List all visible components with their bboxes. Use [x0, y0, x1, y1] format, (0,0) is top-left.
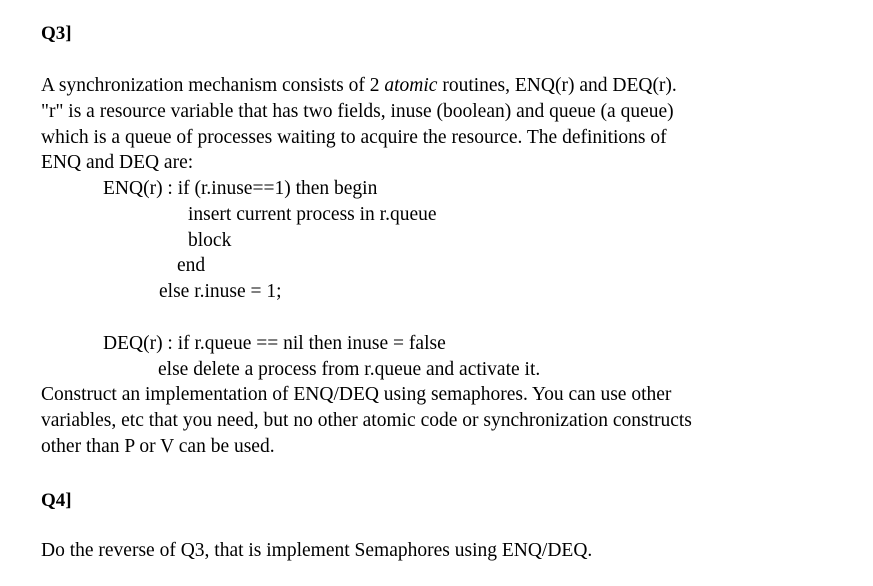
q3-intro-line-2: "r" is a resource variable that has two fields, inuse (boolean) and queue (a queue)	[41, 100, 674, 122]
enq-code-line-1: ENQ(r) : if (r.inuse==1) then begin	[103, 178, 378, 199]
q3-intro-atomic-word: atomic	[384, 75, 438, 96]
q3-intro-line-1	[41, 73, 841, 99]
q4-paragraph	[41, 538, 841, 564]
enq-code-line-3: block	[188, 229, 232, 251]
q3-task-line-3: other than P or V can be used.	[41, 435, 275, 457]
q4-text: Do the reverse of Q3, that is implement Semaphores using ENQ/DEQ.	[41, 540, 593, 561]
q3-task-line-2: variables, etc that you need, but no other atomic code or synchronization constructs	[41, 409, 692, 431]
enq-code-line-4: end	[177, 255, 206, 277]
q3-intro-line-1-end: routines, ENQ(r) and DEQ(r).	[437, 75, 677, 96]
enq-code-line-2: insert current process in r.queue	[188, 203, 437, 225]
deq-code-line-1: DEQ(r) : if r.queue == nil then inuse = false	[103, 333, 446, 354]
q3-task-line-1: Construct an implementation of ENQ/DEQ using semaphores. You can use other	[41, 384, 672, 405]
q3-intro-paragraph	[41, 73, 841, 176]
q3-heading: Q3]	[41, 23, 72, 44]
q3-intro-line-1-start: A synchronization mechanism consists of 2	[41, 75, 385, 96]
deq-code-line-2: else delete a process from r.queue and activate it.	[158, 358, 541, 380]
q3-intro-line-4: ENQ and DEQ are:	[41, 152, 194, 174]
q4-heading: Q4]	[41, 490, 72, 511]
enq-code-line-5: else r.inuse = 1;	[159, 281, 282, 303]
q3-task-paragraph	[41, 382, 841, 459]
q3-intro-line-3: which is a queue of processes waiting to acquire the resource. The definitions of	[41, 126, 667, 148]
